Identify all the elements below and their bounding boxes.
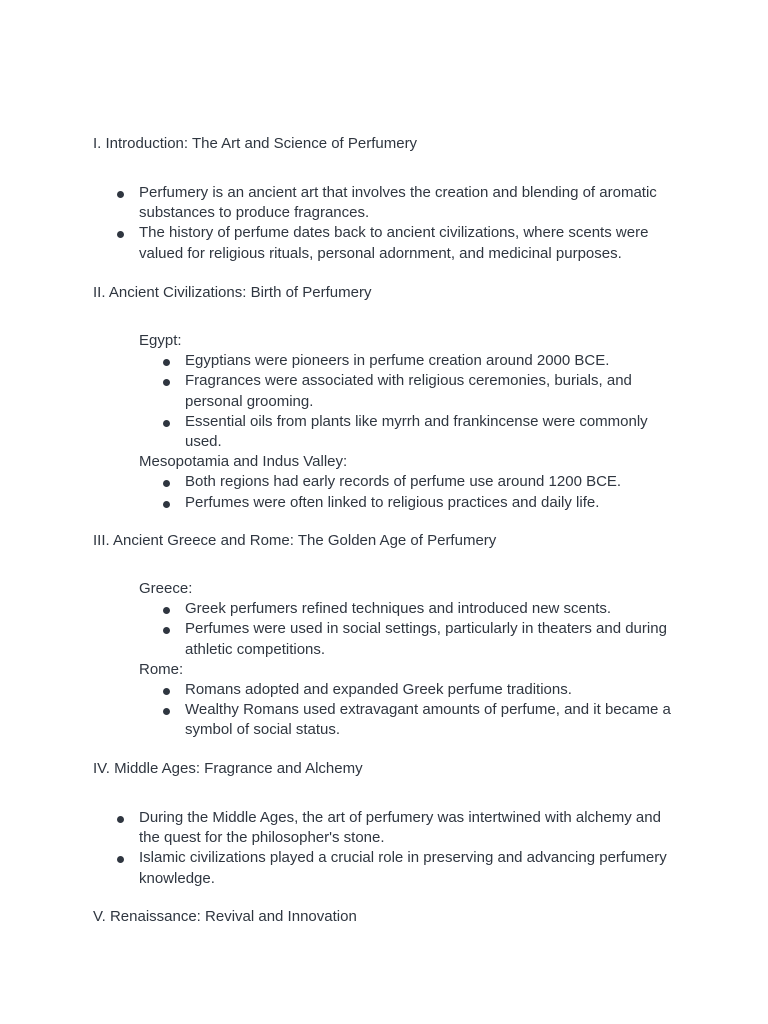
list-item-text: During the Middle Ages, the art of perfumery was intertwined with alchemy and the quest for the philosopher's stone. — [139, 809, 661, 847]
bullet-dot-icon — [163, 379, 170, 386]
section-heading-ancient-civilizations: II. Ancient Civilizations: Birth of Perfumery — [93, 284, 372, 301]
bullet-dot-icon — [163, 420, 170, 427]
list-item — [185, 371, 673, 411]
section-heading-greece-rome: III. Ancient Greece and Rome: The Golden Age of Perfumery — [93, 532, 497, 549]
list-item — [185, 472, 673, 492]
list-item — [185, 412, 673, 452]
bullet-dot-icon — [117, 856, 124, 863]
bullet-dot-icon — [163, 688, 170, 695]
list-item-text: Perfumery is an ancient art that involves the creation and blending of aromatic substances to produce fragrances. — [139, 184, 657, 222]
bullet-dot-icon — [163, 501, 170, 508]
list-item-text: Islamic civilizations played a crucial role in preserving and advancing perfumery knowledge. — [139, 849, 667, 887]
list-item-text: The history of perfume dates back to ancient civilizations, where scents were valued for religious rituals, personal adornment, and medicinal purposes. — [139, 224, 649, 262]
section-heading-middle-ages: IV. Middle Ages: Fragrance and Alchemy — [93, 760, 363, 777]
list-item-text: Perfumes were used in social settings, particularly in theaters and during athletic competitions. — [185, 620, 667, 658]
section-heading-renaissance: V. Renaissance: Revival and Innovation — [93, 908, 357, 925]
section-body-greece-rome — [0, 579, 768, 741]
list-item — [185, 351, 673, 371]
list-item — [139, 808, 671, 848]
bullet-dot-icon — [163, 708, 170, 715]
list-item-text: Greek perfumers refined techniques and introduced new scents. — [185, 600, 612, 618]
list-item — [185, 680, 673, 700]
bullet-list — [0, 472, 768, 512]
list-item — [139, 223, 671, 263]
list-item-text: Egyptians were pioneers in perfume creation around 2000 BCE. — [185, 352, 610, 370]
list-item — [185, 700, 673, 740]
bullet-list — [0, 599, 768, 660]
subsection-label-rome: Rome: — [139, 660, 184, 678]
section-body-ancient-civilizations — [0, 331, 768, 513]
bullet-dot-icon — [117, 191, 124, 198]
section-body-middle-ages — [0, 808, 768, 889]
list-item-text: Perfumes were often linked to religious practices and daily life. — [185, 493, 600, 511]
bullet-dot-icon — [117, 231, 124, 238]
bullet-dot-icon — [163, 607, 170, 614]
subsection-label-greece: Greece: — [139, 580, 193, 597]
list-item-text: Essential oils from plants like myrrh and frankincense were commonly used. — [185, 412, 648, 451]
bullet-dot-icon — [117, 816, 124, 823]
section-heading-introduction: I. Introduction: The Art and Science of Perfumery — [93, 135, 418, 152]
bullet-dot-icon — [163, 359, 170, 366]
list-item — [185, 493, 673, 513]
list-item — [139, 848, 671, 888]
bullet-list — [0, 808, 768, 889]
list-item-text: Both regions had early records of perfume use around 1200 BCE. — [185, 473, 622, 491]
subsection-label-mesopotamia: Mesopotamia and Indus Valley: — [139, 453, 348, 471]
list-item-text: Wealthy Romans used extravagant amounts of perfume, and it became a symbol of social status. — [185, 701, 671, 739]
subsection-label-egypt: Egypt: — [139, 332, 182, 349]
bullet-dot-icon — [163, 627, 170, 634]
list-item — [139, 183, 671, 223]
bullet-list — [0, 680, 768, 741]
list-item — [185, 599, 673, 619]
bullet-list — [0, 183, 768, 264]
list-item-text: Fragrances were associated with religious ceremonies, burials, and personal grooming. — [185, 372, 632, 410]
bullet-dot-icon — [163, 480, 170, 487]
section-body-introduction — [0, 183, 768, 264]
list-item — [185, 619, 673, 659]
list-item-text: Romans adopted and expanded Greek perfume traditions. — [185, 681, 572, 699]
bullet-list — [0, 351, 768, 452]
